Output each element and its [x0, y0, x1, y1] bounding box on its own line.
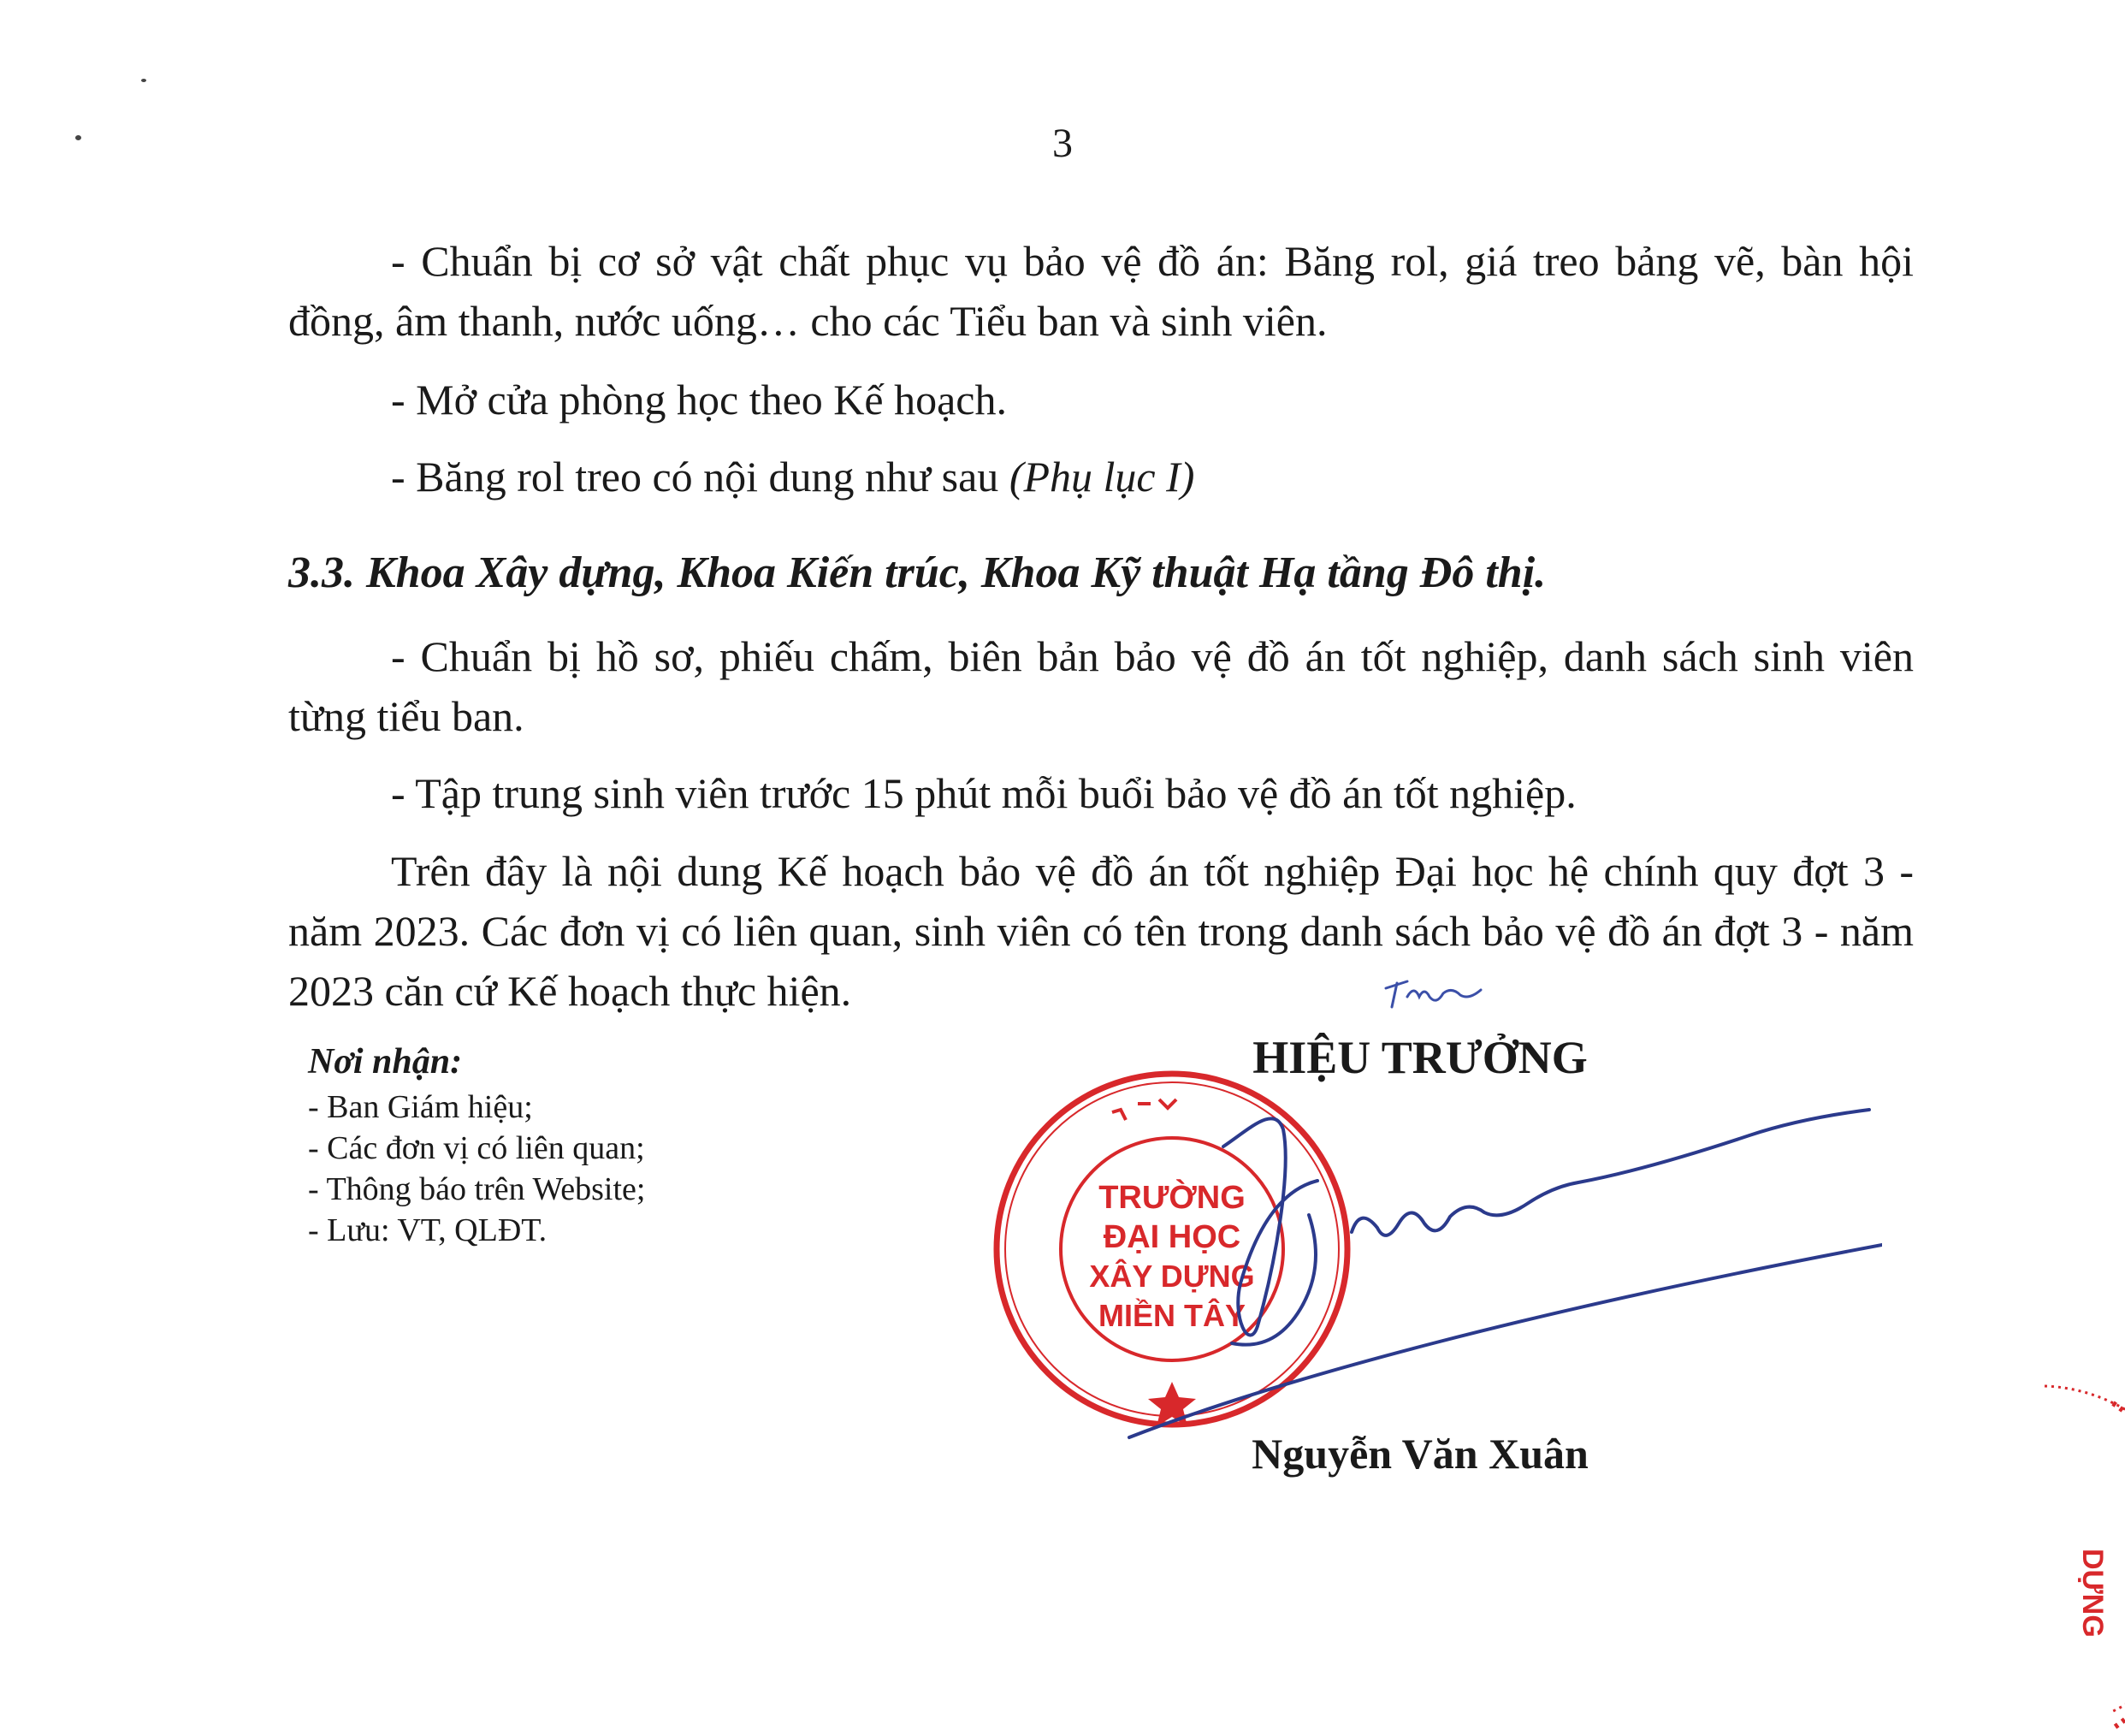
paragraph-conclusion: Trên đây là nội dung Kế hoạch bảo vệ đồ án tốt nghiệp Đại học hệ chính quy đợt 3 - năm 2023. Các đơn vị có liên quan, sinh viên có tên trong danh sách bảo vệ đồ án đợt 3 - năm 2023 căn cứ Kế hoạch thực hiện.	[288, 847, 1914, 1015]
paragraph-banner	[288, 447, 1914, 507]
appendix-reference: (Phụ lục I)	[1009, 453, 1195, 501]
seal-line-4: MIỀN TÂY	[1098, 1298, 1246, 1333]
page-number: 3	[1052, 121, 1073, 166]
recipient-item: - Lưu: VT, QLĐT.	[308, 1212, 548, 1248]
recipients-block	[308, 1037, 645, 1251]
signer-name: Nguyễn Văn Xuân	[1252, 1430, 1589, 1478]
partial-seal	[1925, 1369, 2125, 1736]
seal-line-3: XÂY DỰNG	[1089, 1259, 1255, 1294]
section-heading: 3.3. Khoa Xây dựng, Khoa Kiến trúc, Khoa Kỹ thuật Hạ tầng Đô thị.	[288, 548, 1547, 597]
recipient-item: - Các đơn vị có liên quan;	[308, 1130, 645, 1166]
seal-line-1: TRƯỜNG	[1098, 1180, 1246, 1216]
recipient-item: - Thông báo trên Website;	[308, 1171, 646, 1207]
signature	[1112, 1095, 1882, 1455]
recipients-title: Nơi nhận:	[308, 1042, 463, 1081]
paragraph-gather-students: - Tập trung sinh viên trước 15 phút mỗi buổi bảo vệ đồ án tốt nghiệp.	[391, 769, 1577, 817]
handwritten-initials	[1382, 971, 1501, 1014]
paragraph-facilities: - Chuẩn bị cơ sở vật chất phục vụ bảo vệ đồ án: Băng rol, giá treo bảng vẽ, bàn hội đồng, âm thanh, nước uống… cho các Tiểu ban và sinh viên.	[288, 237, 1914, 345]
paragraph-open-classrooms: - Mở cửa phòng học theo Kế hoạch.	[391, 376, 1007, 424]
signer-title: HIỆU TRƯỞNG	[1252, 1032, 1588, 1083]
scan-speck	[141, 79, 146, 82]
paragraph-prepare-records: - Chuẩn bị hồ sơ, phiếu chấm, biên bản bảo vệ đồ án tốt nghiệp, danh sách sinh viên từng tiểu ban.	[288, 632, 1914, 740]
recipient-item: - Ban Giám hiệu;	[308, 1089, 533, 1125]
partial-seal-text: DỰNG	[2076, 1549, 2109, 1638]
scan-speck	[75, 135, 81, 140]
banner-text: - Băng rol treo có nội dung như sau	[391, 453, 1009, 501]
seal-line-2: ĐẠI HỌC	[1103, 1219, 1241, 1255]
